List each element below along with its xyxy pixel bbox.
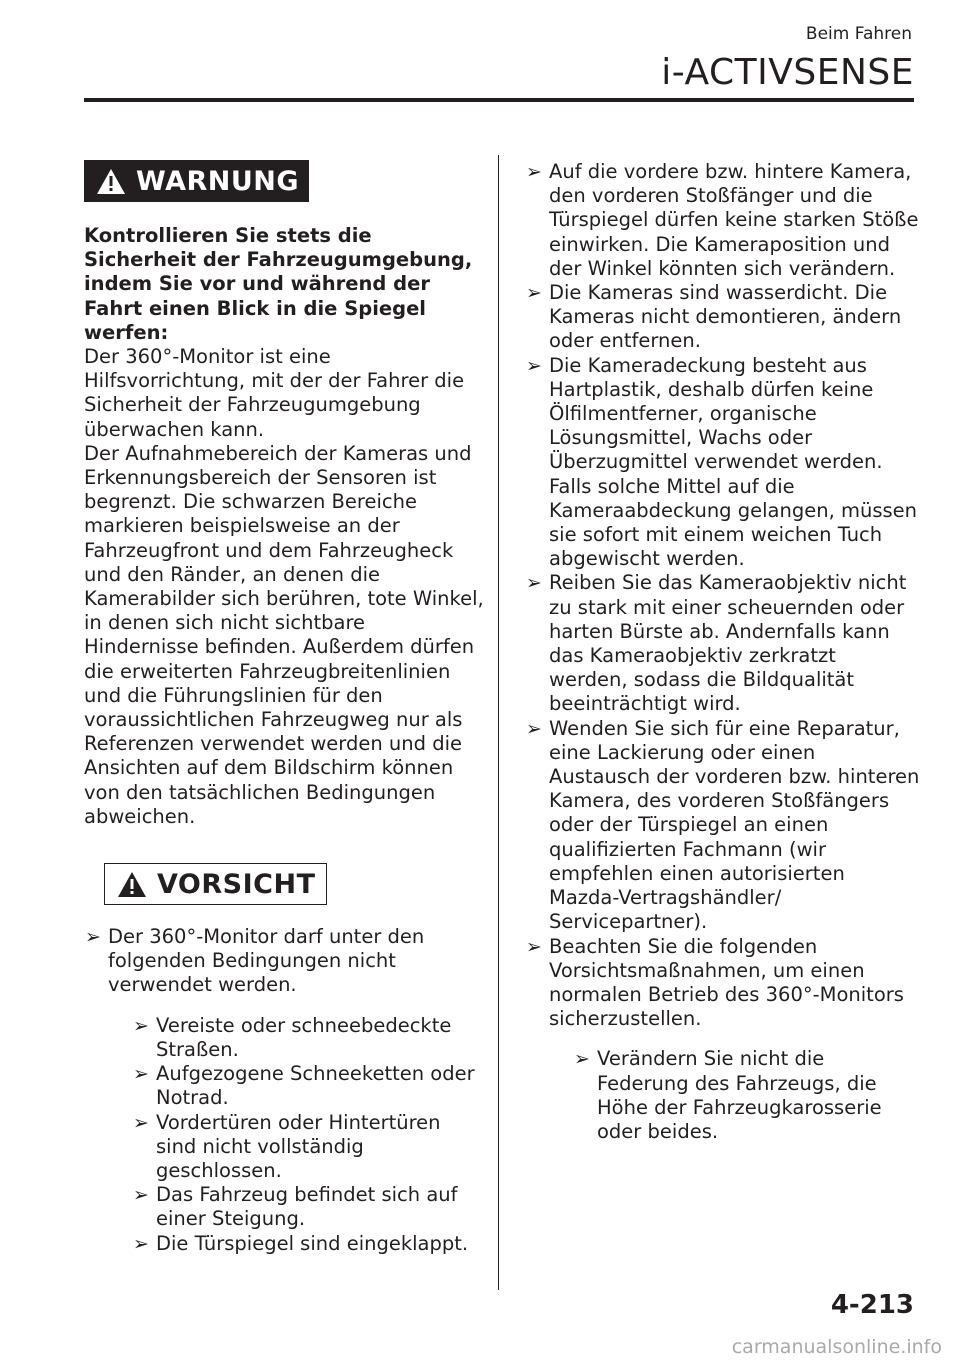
chevron-right-icon: ➢ xyxy=(526,717,542,740)
chapter-title: i-ACTIVSENSE xyxy=(661,52,914,93)
chevron-right-icon: ➢ xyxy=(133,1014,149,1037)
header-rule xyxy=(84,98,914,102)
list-item: ➢ Die Kameradeckung besteht aus Hartplastik, deshalb dürfen keine Ölfilmentferner, organische Lösungsmittel, Wachs oder Überzugmittel verwendet werden. Falls solche Mittel auf die Kameraabdeckung gelangen, müssen sie sofort mit einem weichen Tuch abgewischt werden. xyxy=(526,353,918,571)
caution-list-continued xyxy=(525,160,920,1144)
warning-paragraph-1: Der 360°-Monitor ist eine Hilfsvorrichtung, mit der der Fahrer die Sicherheit der Fahrzeugumgebung überwachen kann. xyxy=(84,345,465,441)
chevron-right-icon: ➢ xyxy=(85,926,101,949)
warning-heading: Kontrollieren Sie stets die Sicherheit der Fahrzeugumgebung, indem Sie vor und während der Fahrt einen Blick in die Spiegel werfen: xyxy=(84,224,473,344)
list-item: ➢ Beachten Sie die folgenden Vorsichtsmaßnahmen, um einen normalen Betrieb des 360°-Monitors sicherzustellen. ➢ Verändern Sie nicht die Federung des Fahrzeugs, die Höhe der Fahrzeugkarosserie oder beides. xyxy=(525,935,920,1145)
chevron-right-icon: ➢ xyxy=(133,1232,149,1255)
operation-precautions xyxy=(549,1047,920,1144)
caution-label: VORSICHT xyxy=(157,868,316,900)
list-item: ➢ Das Fahrzeug befindet sich auf einer Steigung. xyxy=(133,1183,458,1231)
chevron-right-icon: ➢ xyxy=(133,1111,149,1134)
column-divider xyxy=(498,155,499,1290)
list-item: ➢ Die Kameras sind wasserdicht. Die Kameras nicht demontieren, ändern oder entfernen. xyxy=(526,281,902,353)
chevron-right-icon: ➢ xyxy=(133,1184,149,1207)
caution-banner xyxy=(104,863,327,905)
warning-triangle-icon xyxy=(96,168,126,195)
caution-intro: Der 360°-Monitor darf unter den folgenden Bedingungen nicht verwendet werden. xyxy=(108,925,425,997)
chevron-right-icon: ➢ xyxy=(526,572,542,595)
caution-list xyxy=(84,925,484,1256)
list-item xyxy=(84,925,484,1256)
chevron-right-icon: ➢ xyxy=(574,1048,590,1071)
list-item: ➢ Die Türspiegel sind eingeklappt. xyxy=(133,1231,469,1255)
right-column xyxy=(525,160,920,1144)
warning-banner xyxy=(84,160,309,202)
left-column xyxy=(84,160,484,1256)
list-item: ➢ Vordertüren oder Hintertüren sind nicht vollständig geschlossen. xyxy=(133,1110,441,1182)
warning-paragraph-2: Der Aufnahmebereich der Kameras und Erkennungsbereich der Sensoren ist begrenzt. Die schwarzen Bereiche markieren beispielsweise an der Fahrzeugfront und dem Fahrzeugheck und den Ränder, an denen die Kamerabilder sich berühren, tote Winkel, in denen sich nicht sichtbare Hindernisse befinden. Außerdem dürfen die erweiterten Fahrzeugbreitenlinien und die Führungslinien für den voraussichtlichen Fahrzeugweg nur als Referenzen verwendet werden und die Ansichten auf dem Bildschirm können von den tatsächlichen Bedingungen abweichen. xyxy=(84,441,484,828)
list-item: ➢ Wenden Sie sich für eine Reparatur, eine Lackierung oder einen Austausch der vorderen bzw. hinteren Kamera, des vorderen Stoßfängers oder der Türspiegel an einen qualifizierten Fachmann (wir empfehlen einen autorisierten Mazda-Vertragshändler/ Servicepartner). xyxy=(526,716,920,934)
watermark: carmanualsonline.info xyxy=(731,1336,942,1358)
list-item: ➢ Aufgezogene Schneeketten oder Notrad. xyxy=(133,1062,475,1110)
chevron-right-icon: ➢ xyxy=(526,282,542,305)
warning-triangle-icon xyxy=(117,871,147,898)
caution-conditions xyxy=(108,1014,484,1256)
list-item: ➢ Auf die vordere bzw. hintere Kamera, den vorderen Stoßfänger und die Türspiegel dürfen keine starken Stöße einwirken. Die Kameraposition und der Winkel könnten sich verändern. xyxy=(526,160,919,280)
chevron-right-icon: ➢ xyxy=(133,1063,149,1086)
warning-label: WARNUNG xyxy=(136,165,300,197)
list-item: ➢ Verändern Sie nicht die Federung des Fahrzeugs, die Höhe der Fahrzeugkarosserie oder beides. xyxy=(574,1047,882,1143)
list-item: ➢ Vereiste oder schneebedeckte Straßen. xyxy=(133,1013,452,1061)
section-title: Beim Fahren xyxy=(805,24,912,44)
page-number: 4-213 xyxy=(830,1290,914,1320)
chevron-right-icon: ➢ xyxy=(526,161,542,183)
chevron-right-icon: ➢ xyxy=(526,354,542,377)
chevron-right-icon: ➢ xyxy=(526,935,542,958)
list-item: ➢ Reiben Sie das Kameraobjektiv nicht zu stark mit einer scheuernden oder harten Bürste ab. Andernfalls kann das Kameraobjektiv zerkratzt werden, sodass die Bildqualität beeinträchtigt wird. xyxy=(526,571,907,716)
